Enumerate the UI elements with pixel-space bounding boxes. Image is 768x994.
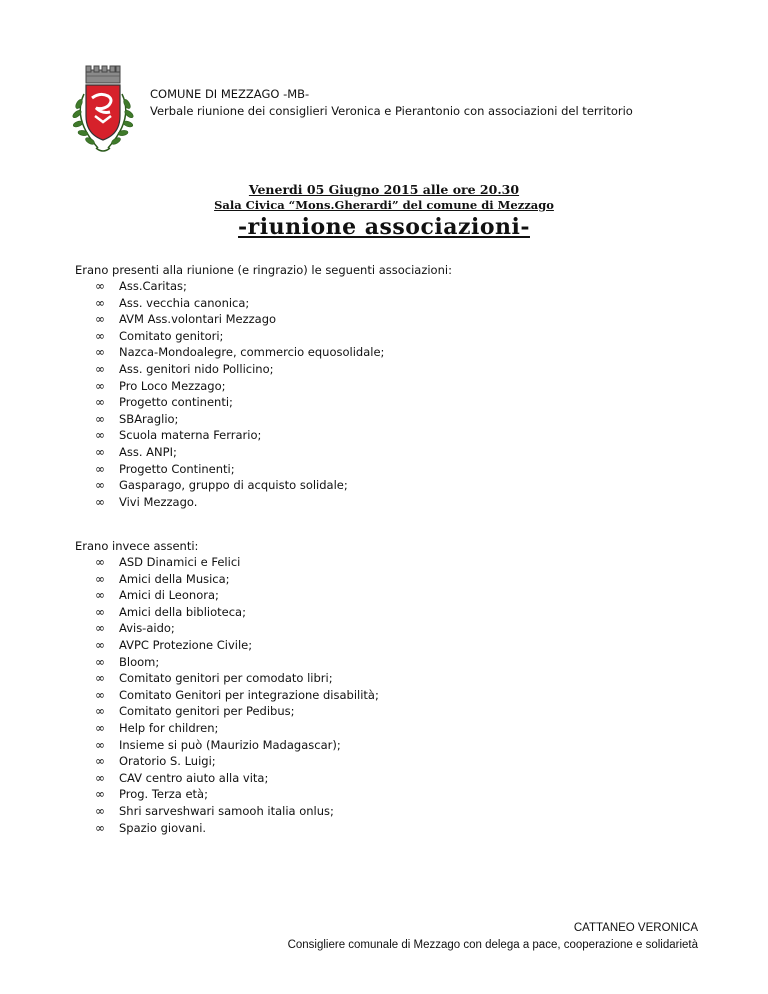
list-item bbox=[75, 311, 452, 328]
list-item bbox=[75, 477, 452, 494]
association-name: SBAraglio; bbox=[119, 411, 179, 426]
infinity-bullet-icon: ∞ bbox=[95, 704, 105, 719]
list-item bbox=[75, 361, 452, 378]
association-name: Prog. Terza età; bbox=[119, 787, 208, 802]
infinity-bullet-icon: ∞ bbox=[95, 428, 105, 443]
infinity-bullet-icon: ∞ bbox=[95, 737, 105, 752]
list-item bbox=[75, 587, 379, 604]
infinity-bullet-icon: ∞ bbox=[95, 478, 105, 493]
list-item bbox=[75, 394, 452, 411]
list-item bbox=[75, 620, 379, 637]
infinity-bullet-icon: ∞ bbox=[95, 555, 105, 569]
signatory-role: Consigliere comunale di Mezzago con delega a pace, cooperazione e solidarietà bbox=[287, 939, 698, 951]
list-item bbox=[75, 328, 452, 345]
infinity-bullet-icon: ∞ bbox=[95, 754, 105, 769]
list-item bbox=[75, 411, 452, 428]
infinity-bullet-icon: ∞ bbox=[95, 803, 105, 818]
list-item bbox=[75, 278, 452, 295]
association-name: Spazio giovani. bbox=[119, 820, 207, 835]
absent-section bbox=[75, 538, 379, 836]
association-name: Progetto Continenti; bbox=[119, 461, 235, 476]
infinity-bullet-icon: ∞ bbox=[95, 671, 105, 686]
meeting-location: Sala Civica “Mons.Gherardi” del comune di Mezzago bbox=[214, 198, 554, 212]
list-item bbox=[75, 654, 379, 671]
association-name: AVPC Protezione Civile; bbox=[119, 637, 253, 652]
crown-icon bbox=[86, 66, 120, 83]
infinity-bullet-icon: ∞ bbox=[95, 654, 105, 669]
association-name: Help for children; bbox=[119, 720, 219, 735]
association-name: Vivi Mezzago. bbox=[119, 494, 198, 509]
association-name: Bloom; bbox=[119, 654, 160, 669]
association-name: Comitato genitori; bbox=[119, 328, 224, 343]
list-item bbox=[75, 820, 379, 837]
infinity-bullet-icon: ∞ bbox=[95, 279, 105, 293]
association-name: ASD Dinamici e Felici bbox=[119, 555, 241, 569]
association-name: Comitato genitori per comodato libri; bbox=[119, 671, 333, 686]
infinity-bullet-icon: ∞ bbox=[95, 295, 105, 310]
association-name: Comitato Genitori per integrazione disabilità; bbox=[119, 687, 379, 702]
association-name: Nazca-Mondoalegre, commercio equosolidale; bbox=[119, 345, 385, 360]
list-item bbox=[75, 461, 452, 478]
association-name: Ass. ANPI; bbox=[119, 444, 177, 459]
infinity-bullet-icon: ∞ bbox=[95, 770, 105, 785]
association-name: Ass. genitori nido Pollicino; bbox=[119, 361, 274, 376]
infinity-bullet-icon: ∞ bbox=[95, 361, 105, 376]
list-item bbox=[75, 803, 379, 820]
association-name: Scuola materna Ferrario; bbox=[119, 428, 262, 443]
document-subtitle: Verbale riunione dei consiglieri Veronica e Pierantonio con associazioni del territorio bbox=[150, 104, 633, 118]
association-name: Oratorio S. Luigi; bbox=[119, 754, 216, 769]
association-name: Amici della Musica; bbox=[119, 571, 230, 586]
list-item bbox=[75, 444, 452, 461]
association-name: Amici della biblioteca; bbox=[119, 604, 246, 619]
list-item bbox=[75, 378, 452, 395]
association-name: AVM Ass.volontari Mezzago bbox=[119, 312, 277, 327]
absent-intro: Erano invece assenti: bbox=[75, 539, 199, 553]
list-item bbox=[75, 604, 379, 621]
infinity-bullet-icon: ∞ bbox=[95, 411, 105, 426]
infinity-bullet-icon: ∞ bbox=[95, 461, 105, 476]
infinity-bullet-icon: ∞ bbox=[95, 787, 105, 802]
infinity-bullet-icon: ∞ bbox=[95, 494, 105, 509]
present-list bbox=[75, 278, 452, 510]
list-item bbox=[75, 344, 452, 361]
list-item bbox=[75, 737, 379, 754]
infinity-bullet-icon: ∞ bbox=[95, 637, 105, 652]
association-name: CAV centro aiuto alla vita; bbox=[119, 770, 269, 785]
list-item bbox=[75, 703, 379, 720]
list-item bbox=[75, 637, 379, 654]
list-item bbox=[75, 295, 452, 312]
infinity-bullet-icon: ∞ bbox=[95, 820, 105, 835]
association-name: Progetto continenti; bbox=[119, 395, 233, 410]
association-name: Avis-aido; bbox=[119, 621, 175, 636]
list-item bbox=[75, 720, 379, 737]
infinity-bullet-icon: ∞ bbox=[95, 687, 105, 702]
list-item bbox=[75, 753, 379, 770]
infinity-bullet-icon: ∞ bbox=[95, 571, 105, 586]
infinity-bullet-icon: ∞ bbox=[95, 621, 105, 636]
infinity-bullet-icon: ∞ bbox=[95, 604, 105, 619]
infinity-bullet-icon: ∞ bbox=[95, 312, 105, 327]
association-name: Ass. vecchia canonica; bbox=[119, 295, 250, 310]
infinity-bullet-icon: ∞ bbox=[95, 720, 105, 735]
meeting-title: -riunione associazioni- bbox=[238, 214, 530, 240]
infinity-bullet-icon: ∞ bbox=[95, 588, 105, 603]
association-name: Comitato genitori per Pedibus; bbox=[119, 704, 295, 719]
association-name: Shri sarveshwari samooh italia onlus; bbox=[119, 803, 334, 818]
association-name: Ass.Caritas; bbox=[119, 279, 187, 293]
list-item bbox=[75, 427, 452, 444]
absent-list bbox=[75, 554, 379, 836]
list-item bbox=[75, 494, 452, 511]
signatory-name: CATTANEO VERONICA bbox=[573, 922, 698, 934]
meeting-date: Venerdi 05 Giugno 2015 alle ore 20.30 bbox=[248, 182, 520, 197]
infinity-bullet-icon: ∞ bbox=[95, 345, 105, 360]
document-header bbox=[150, 86, 633, 120]
list-item bbox=[75, 786, 379, 803]
present-section bbox=[75, 262, 452, 510]
signature-block bbox=[288, 920, 698, 954]
infinity-bullet-icon: ∞ bbox=[95, 444, 105, 459]
infinity-bullet-icon: ∞ bbox=[95, 395, 105, 410]
association-name: Pro Loco Mezzago; bbox=[119, 378, 226, 393]
association-name: Amici di Leonora; bbox=[119, 588, 219, 603]
association-name: Insieme si può (Maurizio Madagascar); bbox=[119, 737, 341, 752]
municipality-name: COMUNE DI MEZZAGO -MB- bbox=[150, 87, 310, 101]
infinity-bullet-icon: ∞ bbox=[95, 378, 105, 393]
list-item bbox=[75, 571, 379, 588]
infinity-bullet-icon: ∞ bbox=[95, 328, 105, 343]
list-item bbox=[75, 554, 379, 571]
present-intro: Erano presenti alla riunione (e ringrazio) le seguenti associazioni: bbox=[75, 263, 452, 277]
association-name: Gasparago, gruppo di acquisto solidale; bbox=[119, 478, 348, 493]
list-item bbox=[75, 770, 379, 787]
list-item bbox=[75, 670, 379, 687]
list-item bbox=[75, 687, 379, 704]
municipal-crest-logo bbox=[62, 64, 144, 158]
